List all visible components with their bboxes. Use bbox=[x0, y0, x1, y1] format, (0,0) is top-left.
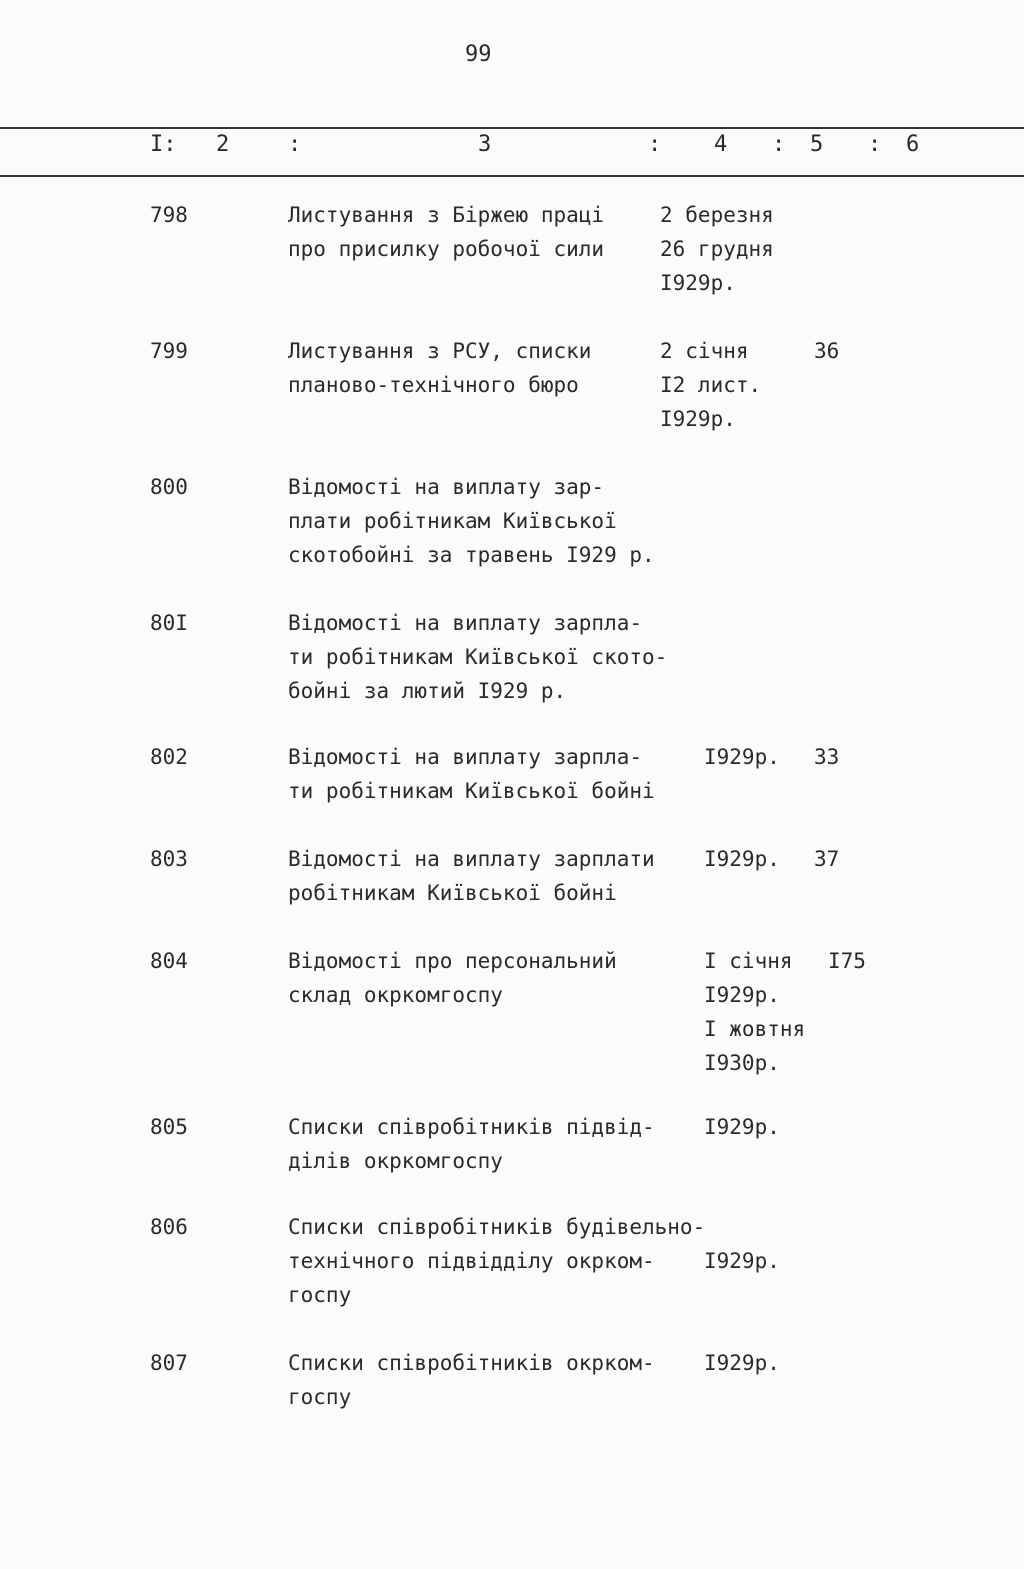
title-line: технічного підвідділу окрком- bbox=[288, 1249, 655, 1273]
header-col-5: 5 bbox=[810, 132, 824, 157]
file-title bbox=[288, 334, 591, 402]
file-title bbox=[288, 842, 655, 910]
title-line: бойні за лютий I929 р. bbox=[288, 679, 567, 703]
sheet-count: 37 bbox=[814, 847, 840, 871]
file-title bbox=[288, 470, 655, 572]
header-top-rule bbox=[0, 127, 1024, 129]
file-number: 804 bbox=[150, 949, 188, 973]
title-line: Відомості на виплату зарплати bbox=[288, 847, 655, 871]
file-number: 803 bbox=[150, 847, 188, 871]
title-line: Листування з Біржею праці bbox=[288, 203, 605, 227]
date-line: I січня bbox=[704, 949, 793, 973]
title-line: ти робітникам Київської бойні bbox=[288, 779, 655, 803]
file-number: 802 bbox=[150, 745, 188, 769]
title-line: планово-технічного бюро bbox=[288, 373, 579, 397]
file-title bbox=[288, 740, 655, 808]
date-line bbox=[704, 1210, 780, 1244]
date-line: I929р. bbox=[704, 1351, 780, 1375]
sheet-count: 33 bbox=[814, 745, 840, 769]
date-line: 26 грудня bbox=[660, 237, 774, 261]
date-line: I жовтня bbox=[704, 1017, 806, 1041]
header-separator: : bbox=[772, 132, 786, 157]
header-col-2: 2 bbox=[216, 132, 230, 157]
date-line: I929р. bbox=[704, 1115, 780, 1139]
file-dates bbox=[704, 944, 805, 1080]
title-line: Відомості на виплату зарпла- bbox=[288, 745, 643, 769]
file-dates bbox=[704, 740, 780, 774]
title-line: госпу bbox=[288, 1385, 352, 1409]
title-line: Відомості на виплату зар- bbox=[288, 475, 605, 499]
header-col-4: 4 bbox=[714, 132, 728, 157]
title-line: про присилку робочої сили bbox=[288, 237, 605, 261]
title-line: Списки співробітників окрком- bbox=[288, 1351, 655, 1375]
date-line: I929р. bbox=[660, 407, 736, 431]
file-number: 799 bbox=[150, 339, 188, 363]
file-title bbox=[288, 944, 617, 1012]
date-line: I929р. bbox=[704, 1249, 780, 1273]
title-line: ти робітникам Київської ското- bbox=[288, 645, 668, 669]
header-col-3: 3 bbox=[478, 132, 492, 157]
file-dates bbox=[704, 1210, 780, 1278]
file-number: 805 bbox=[150, 1115, 188, 1139]
file-title bbox=[288, 1346, 655, 1414]
file-number: 798 bbox=[150, 203, 188, 227]
file-title bbox=[288, 606, 667, 708]
title-line: госпу bbox=[288, 1283, 352, 1307]
date-line: I929р. bbox=[704, 745, 780, 769]
file-number: 80I bbox=[150, 611, 188, 635]
title-line: робітникам Київської бойні bbox=[288, 881, 617, 905]
header-separator: : bbox=[868, 132, 882, 157]
file-title bbox=[288, 198, 604, 266]
file-number: 806 bbox=[150, 1215, 188, 1239]
header-col-6: 6 bbox=[906, 132, 920, 157]
sheet-count: I75 bbox=[828, 949, 866, 973]
title-line: скотобойні за травень I929 р. bbox=[288, 543, 655, 567]
date-line: I2 лист. bbox=[660, 373, 762, 397]
title-line: склад окркомгоспу bbox=[288, 983, 503, 1007]
title-line: Відомості на виплату зарпла- bbox=[288, 611, 643, 635]
title-line: Листування з РСУ, списки bbox=[288, 339, 592, 363]
file-number: 800 bbox=[150, 475, 188, 499]
title-line: Списки співробітників будівельно- bbox=[288, 1215, 706, 1239]
file-dates bbox=[660, 198, 774, 300]
title-line: плати робітникам Київської bbox=[288, 509, 617, 533]
file-dates bbox=[660, 334, 761, 436]
header-col-1: I: bbox=[150, 132, 177, 157]
date-line: I929р. bbox=[660, 271, 736, 295]
file-title bbox=[288, 1110, 655, 1178]
date-line: I929р. bbox=[704, 847, 780, 871]
sheet-count: 36 bbox=[814, 339, 840, 363]
date-line: 2 січня bbox=[660, 339, 749, 363]
date-line: 2 березня bbox=[660, 203, 774, 227]
page-number: 99 bbox=[465, 42, 492, 67]
title-line: Відомості про персональний bbox=[288, 949, 617, 973]
header-separator: : bbox=[288, 132, 302, 157]
file-dates bbox=[704, 1110, 780, 1144]
file-dates bbox=[704, 842, 780, 876]
date-line: I930р. bbox=[704, 1051, 780, 1075]
header-bottom-rule bbox=[0, 175, 1024, 177]
file-number: 807 bbox=[150, 1351, 188, 1375]
header-separator: : bbox=[648, 132, 662, 157]
file-title bbox=[288, 1210, 705, 1312]
file-dates bbox=[704, 1346, 780, 1380]
title-line: ділів окркомгоспу bbox=[288, 1149, 503, 1173]
date-line: I929р. bbox=[704, 983, 780, 1007]
title-line: Списки співробітників підвід- bbox=[288, 1115, 655, 1139]
